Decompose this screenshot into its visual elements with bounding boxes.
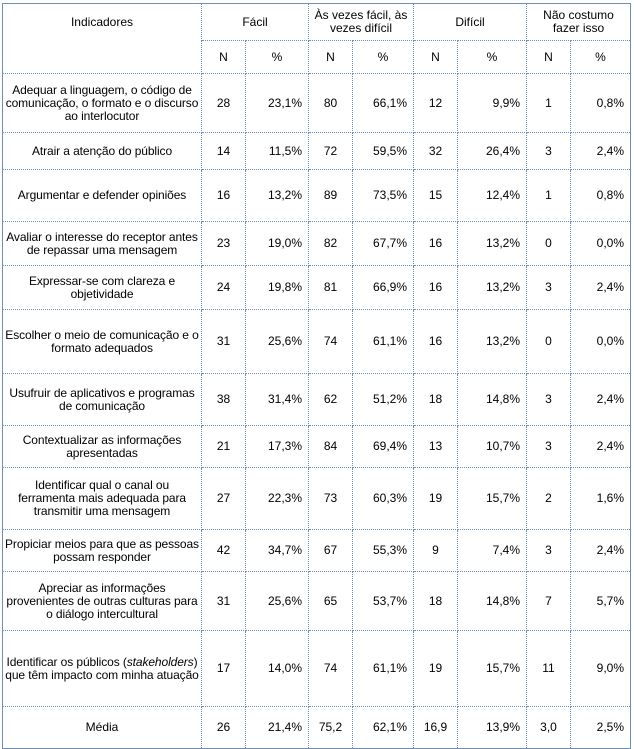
average-percent-cell: 62,1% xyxy=(353,707,414,749)
percent-cell: 13,2% xyxy=(458,222,527,266)
percent-cell: 13,2% xyxy=(458,310,527,374)
header-n: N xyxy=(309,41,353,74)
count-cell: 16 xyxy=(414,266,458,310)
percent-cell: 2,4% xyxy=(571,374,631,426)
count-cell: 1 xyxy=(527,74,571,133)
indicator-cell: Argumentar e defender opiniões xyxy=(3,170,202,222)
table-body xyxy=(3,74,631,749)
table-row xyxy=(3,222,631,266)
count-cell: 9 xyxy=(414,530,458,572)
count-cell: 2 xyxy=(527,468,571,530)
count-cell: 31 xyxy=(202,310,246,374)
count-cell: 7 xyxy=(527,572,571,631)
percent-cell: 11,5% xyxy=(246,133,309,170)
indicator-cell xyxy=(3,631,202,707)
indicator-cell: Escolher o meio de comunicação e o formato adequados xyxy=(3,310,202,374)
count-cell: 15 xyxy=(414,170,458,222)
table-row xyxy=(3,426,631,468)
average-row xyxy=(3,707,631,749)
indicator-cell: Contextualizar as informações apresentadas xyxy=(3,426,202,468)
indicator-cell: Identificar qual o canal ou ferramenta mais adequada para transmitir uma mensagem xyxy=(3,468,202,530)
count-cell: 62 xyxy=(309,374,353,426)
count-cell: 24 xyxy=(202,266,246,310)
percent-cell: 19,0% xyxy=(246,222,309,266)
count-cell: 0 xyxy=(527,222,571,266)
count-cell: 89 xyxy=(309,170,353,222)
count-cell: 18 xyxy=(414,572,458,631)
average-percent-cell: 2,5% xyxy=(571,707,631,749)
count-cell: 16 xyxy=(414,310,458,374)
percent-cell: 5,7% xyxy=(571,572,631,631)
count-cell: 31 xyxy=(202,572,246,631)
indicator-cell: Propiciar meios para que as pessoas possam responder xyxy=(3,530,202,572)
count-cell: 16 xyxy=(202,170,246,222)
percent-cell: 25,6% xyxy=(246,572,309,631)
count-cell: 73 xyxy=(309,468,353,530)
header-nao-costumo: Não costumo fazer isso xyxy=(527,4,631,41)
count-cell: 14 xyxy=(202,133,246,170)
count-cell: 28 xyxy=(202,74,246,133)
average-count-cell: 16,9 xyxy=(414,707,458,749)
percent-cell: 9,9% xyxy=(458,74,527,133)
percent-cell: 61,1% xyxy=(353,310,414,374)
table-row xyxy=(3,266,631,310)
percent-cell: 60,3% xyxy=(353,468,414,530)
count-cell: 1 xyxy=(527,170,571,222)
indicator-cell: Expressar-se com clareza e objetividade xyxy=(3,266,202,310)
header-row-groups xyxy=(3,4,631,41)
percent-cell: 19,8% xyxy=(246,266,309,310)
table-row xyxy=(3,310,631,374)
indicator-italic-term: stakeholders xyxy=(126,654,194,669)
percent-cell: 55,3% xyxy=(353,530,414,572)
average-count-cell: 26 xyxy=(202,707,246,749)
average-label: Média xyxy=(3,707,202,749)
header-indicadores: Indicadores xyxy=(3,4,202,74)
count-cell: 67 xyxy=(309,530,353,572)
percent-cell: 12,4% xyxy=(458,170,527,222)
count-cell: 21 xyxy=(202,426,246,468)
count-cell: 80 xyxy=(309,74,353,133)
percent-cell: 69,4% xyxy=(353,426,414,468)
percent-cell: 1,6% xyxy=(571,468,631,530)
count-cell: 0 xyxy=(527,310,571,374)
average-count-cell: 3,0 xyxy=(527,707,571,749)
header-pct: % xyxy=(353,41,414,74)
count-cell: 3 xyxy=(527,426,571,468)
table-row xyxy=(3,374,631,426)
indicator-cell: Usufruir de aplicativos e programas de comunicação xyxy=(3,374,202,426)
header-n: N xyxy=(202,41,246,74)
percent-cell: 2,4% xyxy=(571,426,631,468)
percent-cell: 14,8% xyxy=(458,374,527,426)
count-cell: 38 xyxy=(202,374,246,426)
count-cell: 72 xyxy=(309,133,353,170)
table-row xyxy=(3,468,631,530)
percent-cell: 0,8% xyxy=(571,170,631,222)
average-percent-cell: 13,9% xyxy=(458,707,527,749)
indicator-cell: Apreciar as informações provenientes de outras culturas para o diálogo intercultural xyxy=(3,572,202,631)
percent-cell: 67,7% xyxy=(353,222,414,266)
count-cell: 32 xyxy=(414,133,458,170)
header-n: N xyxy=(414,41,458,74)
count-cell: 42 xyxy=(202,530,246,572)
percent-cell: 10,7% xyxy=(458,426,527,468)
count-cell: 19 xyxy=(414,631,458,707)
percent-cell: 53,7% xyxy=(353,572,414,631)
count-cell: 27 xyxy=(202,468,246,530)
table-row xyxy=(3,170,631,222)
results-table xyxy=(2,3,631,749)
count-cell: 23 xyxy=(202,222,246,266)
count-cell: 17 xyxy=(202,631,246,707)
count-cell: 11 xyxy=(527,631,571,707)
percent-cell: 66,1% xyxy=(353,74,414,133)
count-cell: 84 xyxy=(309,426,353,468)
count-cell: 74 xyxy=(309,631,353,707)
count-cell: 81 xyxy=(309,266,353,310)
average-count-cell: 75,2 xyxy=(309,707,353,749)
indicator-text: Identificar os públicos ( xyxy=(6,654,127,669)
indicator-text: ) que têm impacto com minha atuação xyxy=(5,654,199,682)
table-row xyxy=(3,631,631,707)
percent-cell: 2,4% xyxy=(571,133,631,170)
count-cell: 3 xyxy=(527,133,571,170)
percent-cell: 0,8% xyxy=(571,74,631,133)
percent-cell: 17,3% xyxy=(246,426,309,468)
indicator-cell: Adequar a linguagem, o código de comunicação, o formato e o discurso ao interlocutor xyxy=(3,74,202,133)
header-facil: Fácil xyxy=(202,4,309,41)
table-row xyxy=(3,530,631,572)
header-pct: % xyxy=(458,41,527,74)
percent-cell: 2,4% xyxy=(571,266,631,310)
percent-cell: 26,4% xyxy=(458,133,527,170)
table-row xyxy=(3,572,631,631)
percent-cell: 14,0% xyxy=(246,631,309,707)
percent-cell: 9,0% xyxy=(571,631,631,707)
percent-cell: 66,9% xyxy=(353,266,414,310)
percent-cell: 0,0% xyxy=(571,222,631,266)
percent-cell: 13,2% xyxy=(458,266,527,310)
header-as-vezes: Às vezes fácil, às vezes difícil xyxy=(309,4,414,41)
count-cell: 19 xyxy=(414,468,458,530)
average-percent-cell: 21,4% xyxy=(246,707,309,749)
count-cell: 82 xyxy=(309,222,353,266)
count-cell: 74 xyxy=(309,310,353,374)
percent-cell: 22,3% xyxy=(246,468,309,530)
count-cell: 65 xyxy=(309,572,353,631)
percent-cell: 15,7% xyxy=(458,631,527,707)
table-row xyxy=(3,74,631,133)
percent-cell: 13,2% xyxy=(246,170,309,222)
percent-cell: 2,4% xyxy=(571,530,631,572)
percent-cell: 34,7% xyxy=(246,530,309,572)
percent-cell: 15,7% xyxy=(458,468,527,530)
table-row xyxy=(3,133,631,170)
header-dificil: Difícil xyxy=(414,4,527,41)
header-pct: % xyxy=(246,41,309,74)
percent-cell: 31,4% xyxy=(246,374,309,426)
percent-cell: 14,8% xyxy=(458,572,527,631)
percent-cell: 25,6% xyxy=(246,310,309,374)
percent-cell: 7,4% xyxy=(458,530,527,572)
count-cell: 12 xyxy=(414,74,458,133)
percent-cell: 51,2% xyxy=(353,374,414,426)
percent-cell: 59,5% xyxy=(353,133,414,170)
count-cell: 3 xyxy=(527,266,571,310)
header-n: N xyxy=(527,41,571,74)
percent-cell: 0,0% xyxy=(571,310,631,374)
count-cell: 13 xyxy=(414,426,458,468)
count-cell: 3 xyxy=(527,374,571,426)
count-cell: 16 xyxy=(414,222,458,266)
percent-cell: 73,5% xyxy=(353,170,414,222)
count-cell: 18 xyxy=(414,374,458,426)
count-cell: 3 xyxy=(527,530,571,572)
indicator-cell: Avaliar o interesse do receptor antes de repassar uma mensagem xyxy=(3,222,202,266)
percent-cell: 61,1% xyxy=(353,631,414,707)
header-pct: % xyxy=(571,41,631,74)
percent-cell: 23,1% xyxy=(246,74,309,133)
indicator-cell: Atrair a atenção do público xyxy=(3,133,202,170)
